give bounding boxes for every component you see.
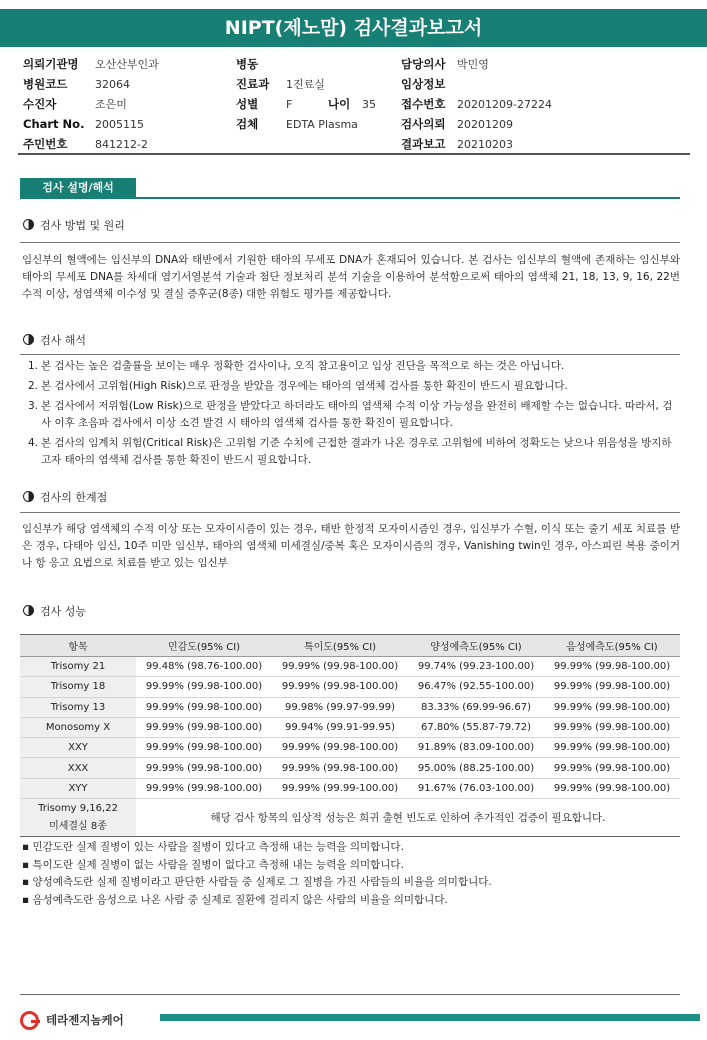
info-label: 주민번호 bbox=[23, 137, 68, 151]
limitations-divider bbox=[20, 512, 680, 513]
company-logo bbox=[20, 1010, 124, 1030]
note-item-1: Trisomy 9,16,22 bbox=[38, 802, 118, 814]
cell-ppv: 67.80% (55.87-79.72) bbox=[408, 717, 544, 737]
section-tab: 검사 설명/해석 bbox=[20, 178, 136, 198]
row-item: Trisomy 21 bbox=[20, 657, 136, 677]
table-note-row bbox=[20, 799, 680, 837]
info-value: 1진료실 bbox=[286, 78, 325, 91]
list-item bbox=[28, 398, 678, 432]
cell-sensitivity: 99.99% (99.98-100.00) bbox=[136, 758, 272, 778]
cell-ppv: 91.67% (76.03-100.00) bbox=[408, 778, 544, 798]
cell-sensitivity: 99.99% (99.98-100.00) bbox=[136, 778, 272, 798]
limitations-heading-text: 검사의 한계점 bbox=[40, 491, 108, 504]
cell-npv: 99.99% (99.98-100.00) bbox=[544, 717, 680, 737]
list-item bbox=[28, 435, 678, 469]
note-items bbox=[20, 799, 136, 837]
info-label: 검사의뢰 bbox=[401, 117, 446, 131]
cell-sensitivity: 99.99% (99.98-100.00) bbox=[136, 697, 272, 717]
info-row bbox=[401, 114, 552, 134]
row-item: Trisomy 13 bbox=[20, 697, 136, 717]
cell-sensitivity: 99.48% (98.76-100.00) bbox=[136, 657, 272, 677]
info-value: 20210203 bbox=[457, 138, 513, 151]
info-label: 담당의사 bbox=[401, 57, 446, 71]
info-label: 검체 bbox=[236, 117, 259, 131]
info-value: 오산산부인과 bbox=[95, 58, 159, 71]
cell-npv: 99.99% (99.98-100.00) bbox=[544, 657, 680, 677]
info-label: 접수번호 bbox=[401, 97, 446, 111]
cell-specificity: 99.99% (99.98-100.00) bbox=[272, 738, 408, 758]
definition-text: 양성예측도란 실제 질병이라고 판단한 사람들 중 실제로 그 질병을 가진 사람들의 비율을 의미합니다. bbox=[32, 876, 492, 888]
cell-npv: 99.99% (99.98-100.00) bbox=[544, 677, 680, 697]
performance-table bbox=[20, 634, 680, 837]
col-header-ppv: 양성예측도(95% CI) bbox=[408, 635, 544, 657]
info-value: 20201209 bbox=[457, 118, 513, 131]
list-item-text: 본 검사는 높은 검출률을 보이는 매우 정확한 검사이나, 오직 참고용이고 임상 진단을 목적으로 하는 것은 아닙니다. bbox=[41, 360, 565, 372]
header-divider bbox=[18, 153, 690, 155]
list-item-text: 본 검사에서 저위험(Low Risk)으로 판정을 받았다고 하더라도 태아의 염색체 수적 이상 가능성을 완전히 배제할 수는 없습니다. 따라서, 검사 이후 초음파 검사에서 이상 소견 발견 시 태아의 염색체 검사를 통한 확진이 필요합니다. bbox=[41, 400, 673, 429]
cell-ppv: 99.74% (99.23-100.00) bbox=[408, 657, 544, 677]
table-row bbox=[20, 657, 680, 677]
table-row bbox=[20, 677, 680, 697]
info-value: 조은미 bbox=[95, 98, 127, 111]
table-row bbox=[20, 697, 680, 717]
half-circle-icon bbox=[23, 605, 34, 616]
definition-item: ▪ 음성예측도란 음성으로 나온 사람 중 실제로 질환에 걸리지 않은 사람의 비율을 의미합니다. bbox=[22, 893, 448, 906]
report-title: NIPT(제노맘) 검사결과보고서 bbox=[0, 9, 707, 47]
table-row bbox=[20, 738, 680, 758]
performance-heading-text: 검사 성능 bbox=[40, 605, 87, 618]
cell-npv: 99.99% (99.98-100.00) bbox=[544, 778, 680, 798]
table-header-row bbox=[20, 635, 680, 657]
info-row bbox=[401, 94, 552, 114]
cell-ppv: 96.47% (92.55-100.00) bbox=[408, 677, 544, 697]
cell-ppv: 83.33% (69.99-96.67) bbox=[408, 697, 544, 717]
info-value: EDTA Plasma bbox=[286, 118, 358, 131]
patient-info-col1 bbox=[23, 54, 159, 154]
info-value: 841212-2 bbox=[95, 138, 148, 151]
half-circle-icon bbox=[23, 491, 34, 502]
info-label: 의뢰기관명 bbox=[23, 57, 79, 71]
note-text: 해당 검사 항목의 임상적 성능은 희귀 출현 빈도로 인하여 추가적인 검증이 필요합니다. bbox=[136, 799, 680, 837]
col-header-specificity: 특이도(95% CI) bbox=[272, 635, 408, 657]
definition-text: 민감도란 실제 질병이 있는 사람을 질병이 있다고 측정해 내는 능력을 의미합니다. bbox=[32, 841, 404, 853]
cell-sensitivity: 99.99% (99.98-100.00) bbox=[136, 677, 272, 697]
info-label: 나이 bbox=[328, 97, 351, 111]
definition-item: ▪ 특이도란 실제 질병이 없는 사람을 질병이 없다고 측정해 내는 능력을 의미합니다. bbox=[22, 858, 404, 871]
method-divider bbox=[20, 242, 680, 243]
row-item: XYY bbox=[20, 778, 136, 798]
cell-npv: 99.99% (99.98-100.00) bbox=[544, 697, 680, 717]
info-label: 수진자 bbox=[23, 97, 57, 111]
info-label: 성별 bbox=[236, 97, 259, 111]
info-label: 임상정보 bbox=[401, 77, 446, 91]
interpretation-list bbox=[28, 358, 678, 472]
interpretation-heading bbox=[23, 332, 86, 348]
note-item-2: 미세결실 8종 bbox=[49, 820, 107, 832]
interpretation-divider bbox=[20, 354, 680, 355]
footer-divider bbox=[20, 994, 680, 995]
row-item: Trisomy 18 bbox=[20, 677, 136, 697]
info-label: 병원코드 bbox=[23, 77, 68, 91]
info-row bbox=[23, 54, 159, 74]
interpretation-heading-text: 검사 해석 bbox=[40, 334, 87, 347]
table-row bbox=[20, 758, 680, 778]
cell-ppv: 95.00% (88.25-100.00) bbox=[408, 758, 544, 778]
info-row bbox=[23, 114, 159, 134]
patient-info-col3 bbox=[401, 54, 552, 154]
cell-sensitivity: 99.99% (99.98-100.00) bbox=[136, 717, 272, 737]
info-value: 35 bbox=[362, 98, 376, 111]
limitations-text: 임신부가 해당 염색체의 수적 이상 또는 모자이시즘이 있는 경우, 태반 한정적 모자이시즘인 경우, 임신부가 수혈, 이식 또는 줄기 세포 치료를 받은 경우, 다태아 임신, 10주 미만 임신부, 태아의 염색체 미세결실/중복 혹은 모자이시즘의 경우, Vanishing twin인 경우, 아스피린 복용 중이거나 항 응고 요법으로 치료를 받고 있는 임신부 bbox=[22, 523, 680, 569]
list-number: 2. bbox=[28, 380, 39, 392]
definition-item: ▪ 양성예측도란 실제 질병이라고 판단한 사람들 중 실제로 그 질병을 가진 사람들의 비율을 의미합니다. bbox=[22, 876, 492, 888]
footer-strip bbox=[160, 1014, 700, 1021]
table-row bbox=[20, 778, 680, 798]
info-value: 박민영 bbox=[457, 58, 489, 71]
company-name: 테라젠지놈케어 bbox=[46, 1013, 124, 1027]
info-row bbox=[23, 134, 159, 154]
info-label: 결과보고 bbox=[401, 137, 446, 151]
info-row bbox=[236, 114, 376, 134]
info-row bbox=[236, 94, 376, 114]
table-row bbox=[20, 717, 680, 737]
method-heading bbox=[23, 217, 125, 233]
list-number: 1. bbox=[28, 360, 39, 372]
half-circle-icon bbox=[23, 219, 34, 230]
cell-specificity: 99.99% (99.98-100.00) bbox=[272, 677, 408, 697]
row-item: Monosomy X bbox=[20, 717, 136, 737]
list-item bbox=[28, 358, 678, 375]
list-item-text: 본 검사에서 고위험(High Risk)으로 판정을 받았을 경우에는 태아의 염색체 검사를 통한 확진이 반드시 필요합니다. bbox=[41, 380, 568, 392]
row-item: XXY bbox=[20, 738, 136, 758]
cell-specificity: 99.99% (99.98-100.00) bbox=[272, 758, 408, 778]
cell-npv: 99.99% (99.98-100.00) bbox=[544, 758, 680, 778]
info-label: 진료과 bbox=[236, 77, 270, 91]
info-row bbox=[23, 74, 159, 94]
row-item: XXX bbox=[20, 758, 136, 778]
info-value: 2005115 bbox=[95, 118, 144, 131]
cell-specificity: 99.94% (99.91-99.95) bbox=[272, 717, 408, 737]
list-number: 4. bbox=[28, 437, 39, 449]
info-row bbox=[23, 94, 159, 114]
cell-ppv: 91.89% (83.09-100.00) bbox=[408, 738, 544, 758]
cell-specificity: 99.98% (99.97-99.99) bbox=[272, 697, 408, 717]
info-row bbox=[236, 74, 376, 94]
list-item bbox=[28, 378, 678, 395]
patient-info-col2 bbox=[236, 54, 376, 134]
method-heading-text: 검사 방법 및 원리 bbox=[40, 219, 125, 232]
info-row bbox=[236, 54, 376, 74]
cell-npv: 99.99% (99.98-100.00) bbox=[544, 738, 680, 758]
col-header-item: 항목 bbox=[20, 635, 136, 657]
definition-item: ▪ 민감도란 실제 질병이 있는 사람을 질병이 있다고 측정해 내는 능력을 의미합니다. bbox=[22, 841, 404, 853]
limitations-heading bbox=[23, 489, 107, 505]
info-value: 20201209-27224 bbox=[457, 98, 552, 111]
section-divider bbox=[20, 197, 680, 199]
cell-sensitivity: 99.99% (99.98-100.00) bbox=[136, 738, 272, 758]
performance-heading bbox=[23, 603, 86, 619]
logo-icon bbox=[20, 1011, 39, 1030]
info-row bbox=[401, 74, 552, 94]
cell-specificity: 99.99% (99.98-100.00) bbox=[272, 657, 408, 677]
info-label: 병동 bbox=[236, 57, 259, 71]
half-circle-icon bbox=[23, 334, 34, 345]
definition-text: 특이도란 실제 질병이 없는 사람을 질병이 없다고 측정해 내는 능력을 의미합니다. bbox=[32, 858, 404, 871]
definition-text: 음성예측도란 음성으로 나온 사람 중 실제로 질환에 걸리지 않은 사람의 비율을 의미합니다. bbox=[32, 893, 448, 906]
info-value: F bbox=[286, 98, 293, 111]
info-row bbox=[401, 134, 552, 154]
col-header-sensitivity: 민감도(95% CI) bbox=[136, 635, 272, 657]
info-label: Chart No. bbox=[23, 117, 85, 131]
info-value: 32064 bbox=[95, 78, 130, 91]
method-text: 임신부의 혈액에는 임신부의 DNA와 태반에서 기원한 태아의 무세포 DNA가 혼재되어 있습니다. 본 검사는 임신부의 혈액에 존재하는 임신부와 태아의 무세포 DNA를 차세대 염기서열분석 기술과 첨단 정보처리 분석 기술을 이용하여 분석함으로써 태아의 염색체 21, 18, 13, 9, 16, 22번 수적 이상, 성염색체 이수성 및 결실 증후군(8종) 대한 위험도 평가를 제공합니다. bbox=[22, 254, 680, 300]
col-header-npv: 음성예측도(95% CI) bbox=[544, 635, 680, 657]
list-item-text: 본 검사의 임계치 위험(Critical Risk)은 고위험 기준 수치에 근접한 결과가 나온 경우로 고위험에 비하여 정확도는 낮으나 위음성을 방지하고자 태아의 염색체 검사를 통한 확진이 반드시 필요합니다. bbox=[41, 437, 672, 466]
info-row bbox=[401, 54, 552, 74]
cell-specificity: 99.99% (99.99-100.00) bbox=[272, 778, 408, 798]
list-number: 3. bbox=[28, 400, 39, 412]
definitions-list bbox=[22, 839, 492, 909]
